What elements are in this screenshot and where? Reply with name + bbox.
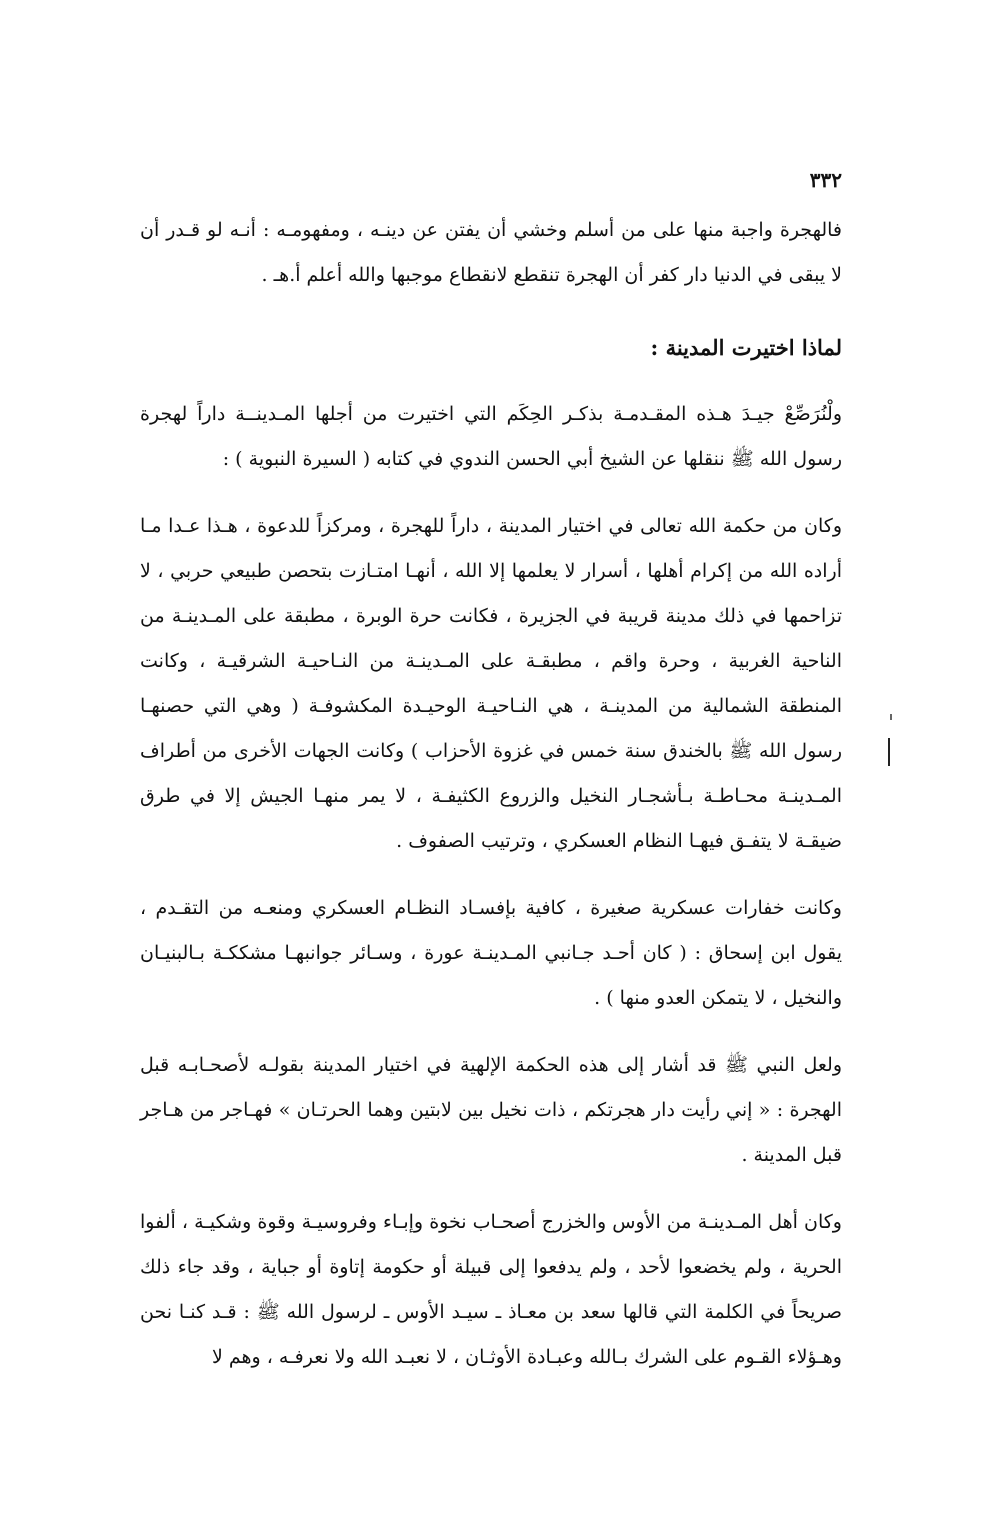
document-page bbox=[140, 160, 842, 1368]
margin-line-mark bbox=[888, 738, 890, 766]
paragraph-military-outposts: وكانت خفارات عسكرية صغيرة ، كافية بإفسـاد النظـام العسكري ومنعـه من التقـدم ، يقول ابن إسحاق : ( كان أحـد جـانبي المـدينـة عورة ، وسـائر جوانبهـا مشككـة بـالبنيـان والنخيل ، لا يتمكن العدو منها ) . bbox=[140, 897, 842, 1009]
paragraph-natural-fortification: وكان من حكمة الله تعالى في اختيار المدينة ، داراً للهجرة ، ومركزاً للدعوة ، هـذا عـدا مـا أراده الله من إكرام أهلها ، أسرار لا يعلمها إلا الله ، أنهـا امتـازت بتحصن طبيعي حربي ، لا تزاحمها في ذلك مدينة قريبة في الجزيرة ، فكانت حرة الوبرة ، مطبقة على المـدينـة من الناحية الغربية ، وحرة واقم ، مطبقـة على المـدينـة من النـاحيـة الشرقيـة ، وكانت المنطقة الشمالية من المدينـة ، هي النـاحيـة الوحيـدة المكشوفـة ( وهي التي حصنهـا رسول الله ﷺ بالخندق سنة خمس في غزوة الأحزاب ) وكانت الجهات الأخرى من أطراف المـدينـة محـاطـة بـأشجـار النخيل والزروع الكثيفـة ، لا يمر منهـا الجيش إلا في طرق ضيقـة لا يتفـق فيهـا النظام العسكري ، وترتيب الصفوف . bbox=[140, 515, 842, 852]
paragraph-prophet-vision: ولعل النبي ﷺ قد أشار إلى هذه الحكمة الإلهية في اختيار المدينة بقولـه لأصحـابـه قبل الهجرة : « إني رأيت دار هجرتكم ، ذات نخيل بين لابتين وهما الحرتـان » فهـاجر من هـاجر قبل المدينة . bbox=[140, 1054, 842, 1166]
paragraph-introduction: ولْنُرَصِّعْ جيـدَ هـذه المقـدمـة بذكـر الحِكَم التي اختيرت من أجلها المـدينــة داراً لهجرة رسول الله ﷺ ننقلها عن الشيخ أبي الحسن الندوي في كتابه ( السيرة النبوية ) : bbox=[140, 403, 842, 470]
margin-tick-mark bbox=[890, 714, 892, 720]
section-heading: لماذا اختيرت المدينة : bbox=[650, 335, 842, 360]
paragraph-hijra-obligation: فالهجرة واجبة منها على من أسلم وخشي أن يفتن عن دينـه ، ومفهومـه : أنـه لو قـدر أن لا يبقى في الدنيا دار كفر أن الهجرة تنقطع لانقطاع موجبها والله أعلم أ.هـ . bbox=[140, 219, 842, 286]
page-number: ٣٣٢ bbox=[809, 168, 842, 192]
paragraph-aws-khazraj: وكان أهل المـدينـة من الأوس والخزرج أصحـاب نخوة وإبـاء وفروسيـة وقوة وشكيـة ، ألفوا الحرية ، ولم يخضعوا لأحد ، ولم يدفعوا إلى قبيلة أو حكومة إتاوة أو جباية ، وقد جاء ذلك صريحاً في الكلمة التي قالها سعد بن معـاذ ـ سيـد الأوس ـ لرسول الله ﷺ : قـد كنـا نحن وهـؤلاء القـوم على الشرك بـالله وعبـادة الأوثـان ، لا نعبـد الله ولا نعرفـه ، وهم لا bbox=[140, 1211, 842, 1368]
